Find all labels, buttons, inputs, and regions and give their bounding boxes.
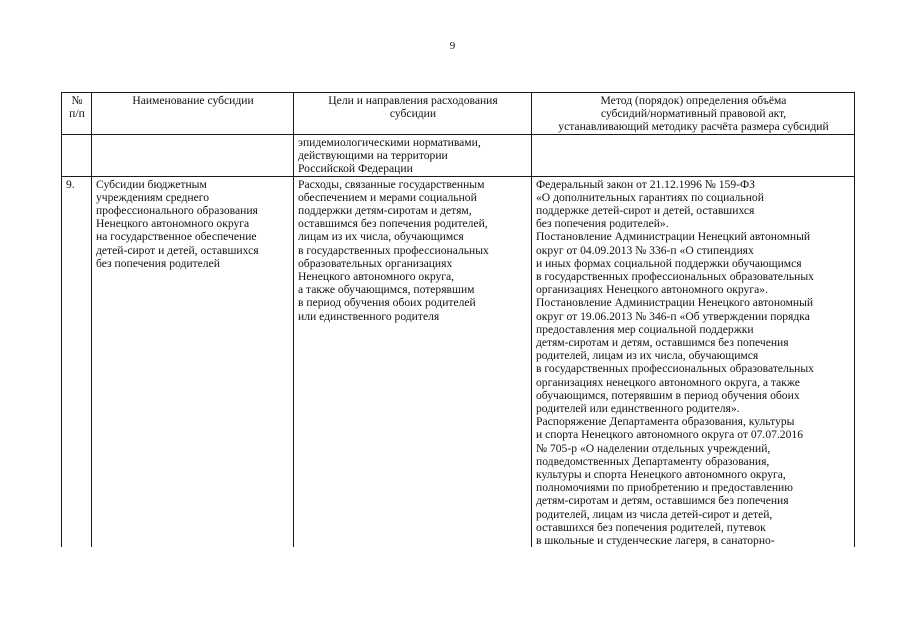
cell-line: Российской Федерации	[298, 162, 413, 176]
header-name	[92, 93, 294, 135]
cell-line: без попечения родителей».	[536, 217, 669, 231]
cell-line: в государственных профессиональных образовательных	[536, 270, 814, 284]
header-line: субсидий/нормативный правовой акт,	[600, 107, 787, 121]
cell-line: образовательных организациях	[298, 256, 453, 270]
continuation-purpose-cell	[294, 134, 532, 176]
cell-line: или единственного родителя	[298, 309, 440, 323]
cell-line: округ от 19.06.2013 № 346-п «Об утверждении порядка	[536, 309, 810, 323]
header-line: п/п	[69, 107, 85, 121]
cell-line: Распоряжение Департамента образования, культуры	[536, 415, 795, 429]
cell-line: детям-сиротам и детям, оставшимся без попечения	[536, 494, 789, 508]
header-number	[62, 93, 92, 135]
table-header-row	[62, 93, 855, 135]
continuation-method-cell	[532, 134, 855, 176]
cell-line: родителей, лицам из числа детей-сирот и детей,	[536, 507, 773, 521]
cell-line: подведомственных Департаменту образования,	[536, 454, 770, 468]
subsidy-method-cell	[532, 176, 855, 547]
cell-line: округ от 04.09.2013 № 336-п «О стипендиях	[536, 243, 754, 257]
cell-line: без попечения родителей	[96, 256, 220, 270]
header-line: №	[71, 94, 83, 107]
cell-line: Ненецкого автономного округа,	[298, 270, 455, 284]
cell-line: детей-сирот и детей, оставшихся	[96, 243, 259, 257]
cell-line: родителей, лицам из их числа, обучающимся	[536, 349, 759, 363]
cell-line: предоставления мер социальной поддержки	[536, 322, 754, 336]
header-method	[532, 93, 855, 135]
cell-line: действующими на территории	[298, 148, 448, 162]
table-row-continuation	[62, 134, 855, 176]
header-line: Наименование субсидии	[132, 94, 254, 107]
header-line: Цели и направления расходования	[328, 94, 498, 107]
cell-line: культуры и спорта Ненецкого автономного округа,	[536, 468, 786, 482]
header-line: субсидии	[389, 107, 437, 121]
cell-line: родителей или единственного родителя».	[536, 402, 740, 416]
cell-line: оставшихся без попечения родителей, путевок	[536, 520, 766, 534]
cell-line: Постановление Администрации Ненецкого автономный	[536, 296, 814, 310]
cell-line: и спорта Ненецкого автономного округа от 07.07.2016	[536, 428, 803, 442]
cell-line: Расходы, связанные государственным	[298, 177, 485, 191]
cell-line: организациях Ненецкого автономного округа».	[536, 283, 768, 297]
subsidy-table	[61, 92, 855, 547]
cell-line: а также обучающимся, потерявшим	[298, 283, 475, 297]
page-number: 9	[449, 40, 456, 52]
cell-line: лицам из их числа, обучающимся	[298, 230, 464, 244]
header-line: Метод (порядок) определения объёма	[600, 94, 787, 107]
continuation-name-cell	[92, 134, 294, 176]
cell-line: в период обучения обоих родителей	[298, 296, 476, 310]
table-row-9	[62, 176, 855, 547]
row-number: 9.	[66, 177, 75, 191]
subsidy-purpose-cell	[294, 176, 532, 547]
header-line: устанавливающий методику расчёта размера субсидий	[558, 120, 829, 134]
cell-line: обучающимся, потерявшим в период обучения обоих	[536, 388, 800, 402]
cell-line: поддержке детей-сирот и детей, оставшихся	[536, 204, 755, 218]
cell-line: в государственных профессиональных образовательных	[536, 362, 814, 376]
cell-line: Постановление Администрации Ненецкий автономный	[536, 230, 811, 244]
cell-line: оставшимся без попечения родителей,	[298, 217, 488, 231]
cell-line: детям-сиротам и детям, оставшимся без попечения	[536, 336, 789, 350]
cell-line: № 705-р «О наделении отдельных учреждений,	[536, 441, 771, 455]
cell-line: Субсидии бюджетным	[96, 177, 207, 191]
cell-line: полномочиями по приобретению и предоставлению	[536, 481, 793, 495]
cell-line: в государственных профессиональных	[298, 243, 489, 257]
cell-line: Федеральный закон от 21.12.1996 № 159-ФЗ	[536, 177, 755, 191]
subsidy-name-cell	[92, 176, 294, 547]
continuation-number-cell	[62, 134, 92, 176]
cell-line: учреждениям среднего	[96, 190, 210, 204]
cell-line: поддержки детям-сиротам и детям,	[298, 204, 472, 218]
row-number-cell	[62, 176, 92, 547]
cell-line: в школьные и студенческие лагеря, в санаторно-	[536, 534, 775, 548]
cell-line: «О дополнительных гарантиях по социальной	[536, 190, 764, 204]
cell-line: организациях ненецкого автономного округа, а также	[536, 375, 800, 389]
header-purpose	[294, 93, 532, 135]
cell-line: эпидемиологическими нормативами,	[298, 135, 481, 149]
cell-line: профессионального образования	[96, 204, 258, 218]
cell-line: обеспечением и мерами социальной	[298, 190, 477, 204]
cell-line: Ненецкого автономного округа	[96, 217, 250, 231]
cell-line: и иных формах социальной поддержки обучающимся	[536, 256, 802, 270]
cell-line: на государственное обеспечение	[96, 230, 257, 244]
